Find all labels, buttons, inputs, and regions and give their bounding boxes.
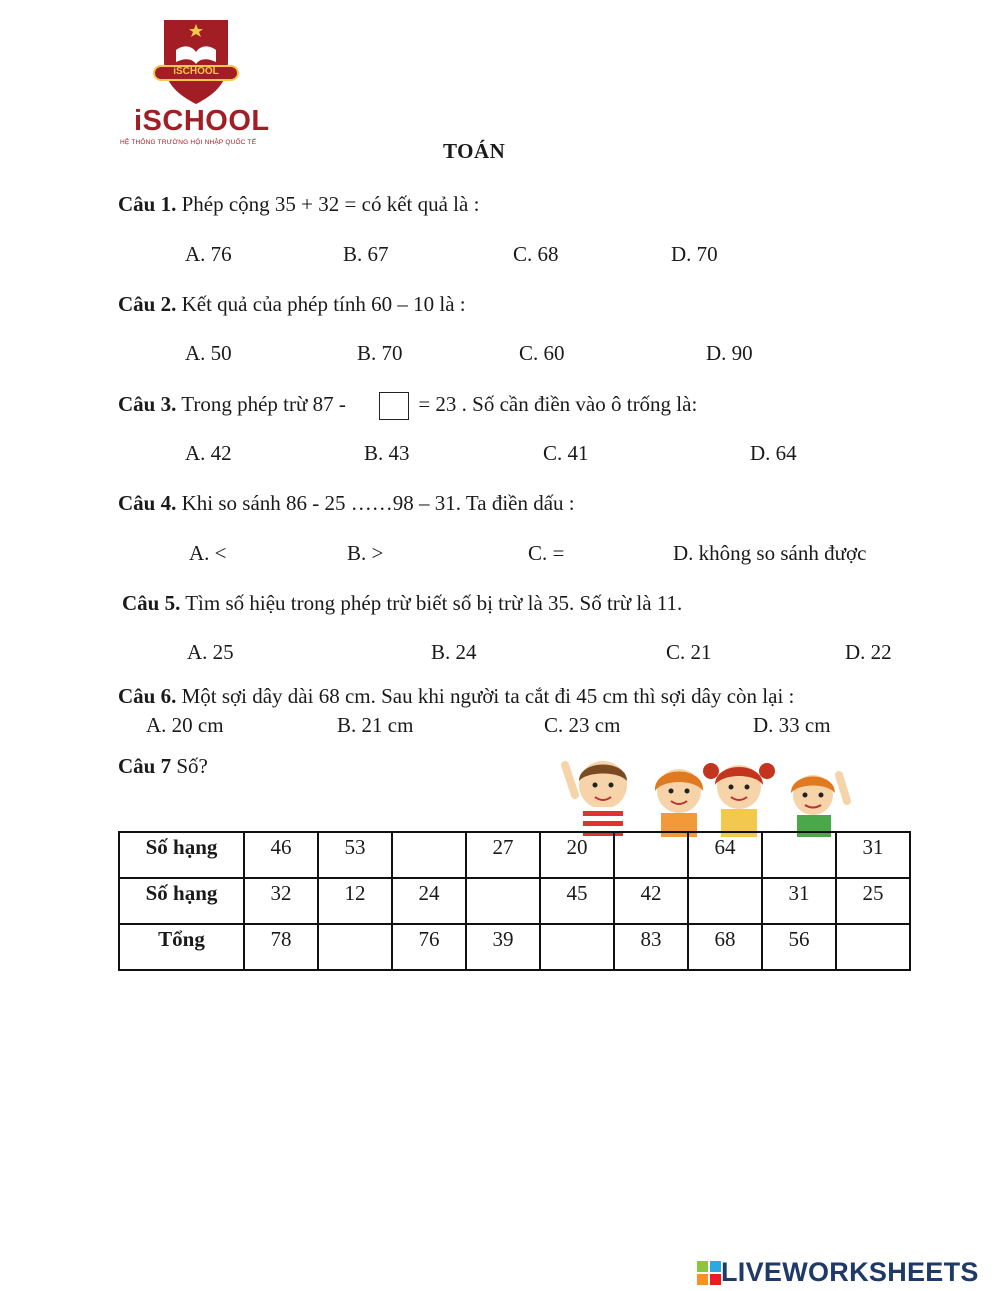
question-4-label: Câu 4. xyxy=(118,491,177,515)
liveworksheets-brand xyxy=(697,1257,979,1288)
question-1 xyxy=(118,192,479,217)
table-row xyxy=(119,924,910,970)
row-header: Số hạng xyxy=(119,832,244,878)
question-3-text-after: = 23 . Số cần điền vào ô trống là: xyxy=(413,392,698,416)
table-cell-blank[interactable] xyxy=(392,832,466,878)
q2-option-a[interactable]: A. 50 xyxy=(185,341,232,365)
q5-option-a[interactable]: A. 25 xyxy=(187,640,234,664)
table-cell: 64 xyxy=(688,832,762,878)
q3-option-d[interactable]: D. 64 xyxy=(750,441,797,465)
table-cell: 24 xyxy=(392,878,466,924)
q3-option-b[interactable]: B. 43 xyxy=(364,441,410,465)
q3-option-a[interactable]: A. 42 xyxy=(185,441,232,465)
logo-name: iSCHOOL xyxy=(134,105,270,137)
q5-option-d[interactable]: D. 22 xyxy=(845,640,892,664)
question-1-text: Phép cộng 35 + 32 = có kết quả là : xyxy=(176,192,480,216)
q1-option-c[interactable]: C. 68 xyxy=(513,242,559,266)
question-7-label: Câu 7 xyxy=(118,754,172,778)
question-2 xyxy=(118,292,466,317)
question-5-label: Câu 5. xyxy=(122,591,181,615)
question-2-label: Câu 2. xyxy=(118,292,177,316)
table-cell: 78 xyxy=(244,924,318,970)
liveworksheets-blocks-icon xyxy=(697,1261,721,1285)
table-cell: 76 xyxy=(392,924,466,970)
table-cell: 39 xyxy=(466,924,540,970)
table-cell-blank[interactable] xyxy=(540,924,614,970)
table-cell: 32 xyxy=(244,878,318,924)
q5-option-c[interactable]: C. 21 xyxy=(666,640,712,664)
table-cell: 31 xyxy=(762,878,836,924)
q6-option-c[interactable]: C. 23 cm xyxy=(544,713,621,737)
table-cell: 56 xyxy=(762,924,836,970)
table-cell-blank[interactable] xyxy=(836,924,910,970)
q4-option-b[interactable]: B. > xyxy=(347,541,384,565)
question-6 xyxy=(118,684,794,709)
q6-option-d[interactable]: D. 33 cm xyxy=(753,713,831,737)
q1-option-b[interactable]: B. 67 xyxy=(343,242,389,266)
question-5-text: Tìm số hiệu trong phép trừ biết số bị trừ là 35. Số trừ là 11. xyxy=(180,591,683,615)
q4-option-a[interactable]: A. < xyxy=(189,541,227,565)
q4-option-c[interactable]: C. = xyxy=(528,541,565,565)
table-row xyxy=(119,832,910,878)
table-cell: 20 xyxy=(540,832,614,878)
table-cell: 83 xyxy=(614,924,688,970)
question-7 xyxy=(118,754,208,779)
table-cell: 12 xyxy=(318,878,392,924)
table-cell: 27 xyxy=(466,832,540,878)
answer-blank-box[interactable] xyxy=(379,392,409,420)
table-cell: 25 xyxy=(836,878,910,924)
kids-illustration xyxy=(555,745,855,837)
q6-option-a[interactable]: A. 20 cm xyxy=(146,713,224,737)
question-6-label: Câu 6. xyxy=(118,684,177,708)
logo-badge-text: iSCHOOL xyxy=(173,66,219,77)
question-2-text: Kết quả của phép tính 60 – 10 là : xyxy=(176,292,466,316)
table-cell: 31 xyxy=(836,832,910,878)
page-title: TOÁN xyxy=(443,139,506,163)
row-header: Số hạng xyxy=(119,878,244,924)
q2-option-d[interactable]: D. 90 xyxy=(706,341,753,365)
q1-option-d[interactable]: D. 70 xyxy=(671,242,718,266)
logo-subtitle: HỆ THỐNG TRƯỜNG HỘI NHẬP QUỐC TẾ xyxy=(120,139,257,146)
q1-option-a[interactable]: A. 76 xyxy=(185,242,232,266)
question-7-text: Số? xyxy=(171,754,208,778)
table-row xyxy=(119,878,910,924)
question-4 xyxy=(118,491,575,516)
table-cell: 68 xyxy=(688,924,762,970)
table-cell-blank[interactable] xyxy=(762,832,836,878)
q2-option-c[interactable]: C. 60 xyxy=(519,341,565,365)
sum-table xyxy=(118,831,911,971)
question-5 xyxy=(122,591,682,616)
table-cell-blank[interactable] xyxy=(318,924,392,970)
question-6-text: Một sợi dây dài 68 cm. Sau khi người ta cắt đi 45 cm thì sợi dây còn lại : xyxy=(176,684,795,708)
question-4-text: Khi so sánh 86 - 25 ……98 – 31. Ta điền dấu : xyxy=(176,491,575,515)
question-1-label: Câu 1. xyxy=(118,192,177,216)
question-3-text-before: Trong phép trừ 87 - xyxy=(176,392,346,416)
question-3-label: Câu 3. xyxy=(118,392,177,416)
liveworksheets-wordmark: LIVEWORKSHEETS xyxy=(721,1257,979,1287)
row-header: Tổng xyxy=(119,924,244,970)
question-3 xyxy=(118,392,697,420)
q2-option-b[interactable]: B. 70 xyxy=(357,341,403,365)
table-cell: 45 xyxy=(540,878,614,924)
table-cell-blank[interactable] xyxy=(688,878,762,924)
table-cell-blank[interactable] xyxy=(466,878,540,924)
school-crest-icon xyxy=(150,16,242,108)
q6-option-b[interactable]: B. 21 cm xyxy=(337,713,414,737)
table-cell-blank[interactable] xyxy=(614,832,688,878)
table-cell: 53 xyxy=(318,832,392,878)
table-cell: 46 xyxy=(244,832,318,878)
q3-option-c[interactable]: C. 41 xyxy=(543,441,589,465)
table-cell: 42 xyxy=(614,878,688,924)
q5-option-b[interactable]: B. 24 xyxy=(431,640,477,664)
q4-option-d[interactable]: D. không so sánh được xyxy=(673,541,867,565)
